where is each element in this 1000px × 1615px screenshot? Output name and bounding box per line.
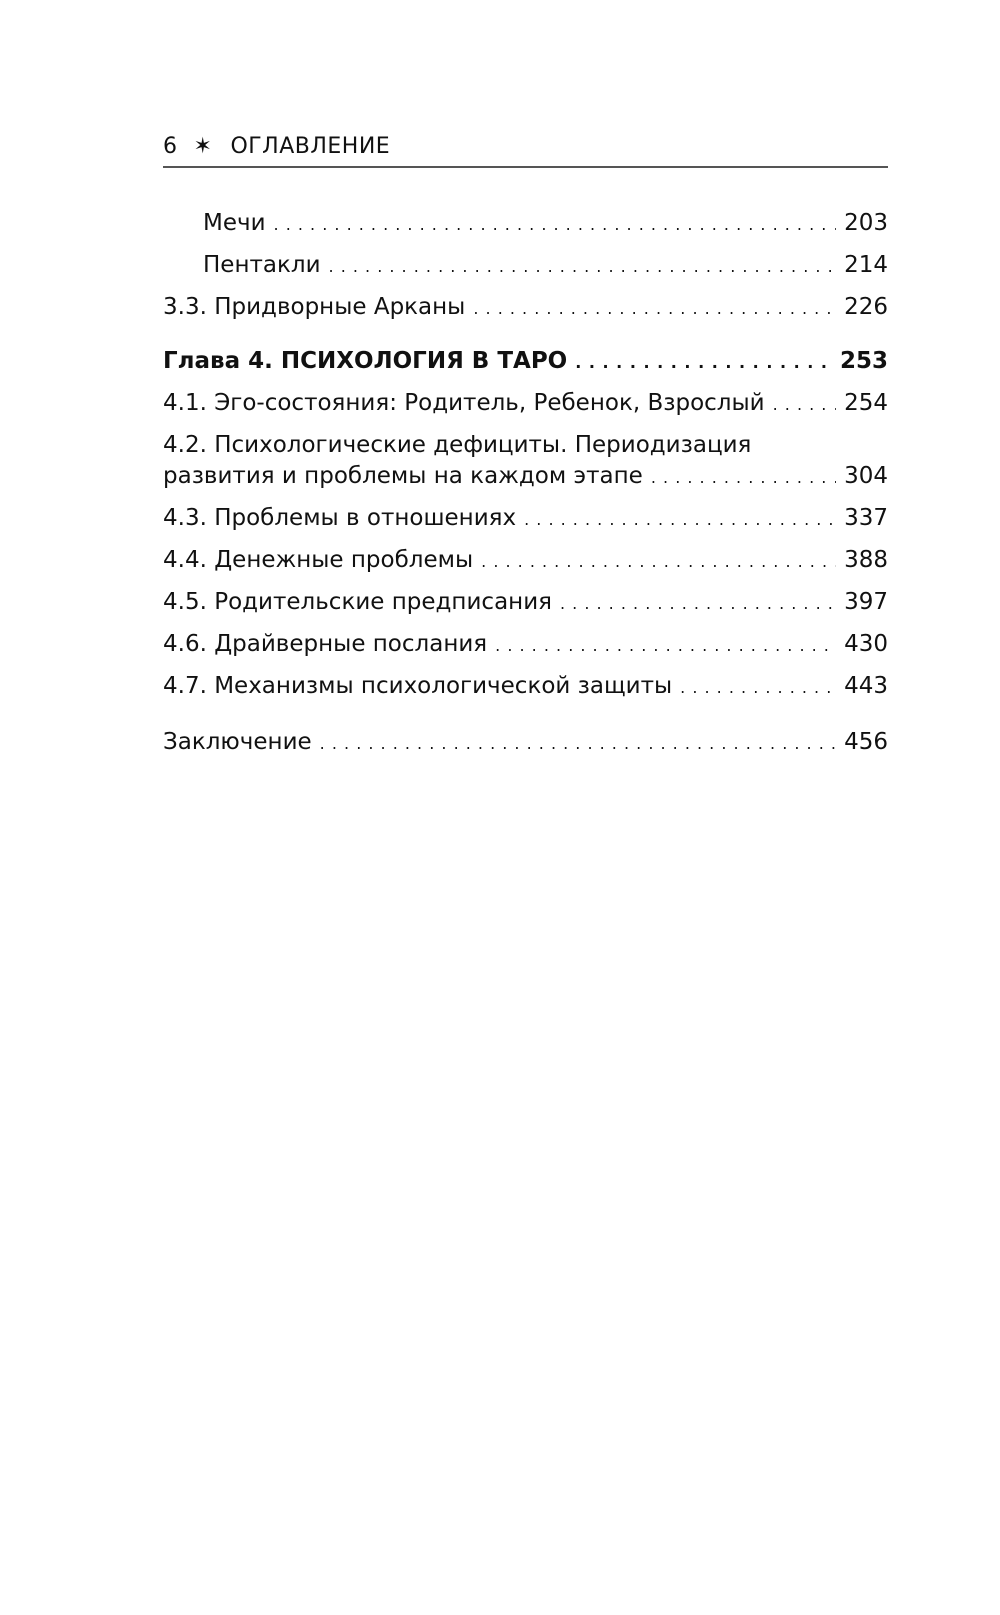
- dot-leader: [560, 588, 836, 619]
- header-title: ОГЛАВЛЕНИЕ: [230, 133, 391, 159]
- toc-entry-title-line1: 4.2. Психологические дефициты. Периодизация: [163, 432, 752, 458]
- toc-entry-page: 203: [844, 210, 888, 236]
- toc-entry-title: 4.7. Механизмы психологической защиты: [163, 673, 673, 699]
- toc-entry-page: 214: [844, 252, 888, 278]
- toc-entry-page: 337: [844, 505, 888, 531]
- toc-entry-title: развития и проблемы на каждом этапе: [163, 463, 643, 489]
- toc-entry-page: 253: [839, 348, 888, 374]
- dot-leader: [473, 293, 836, 324]
- toc-entry-4-4[interactable]: [163, 545, 888, 577]
- dot-leader: [575, 347, 832, 378]
- toc-entry-swords[interactable]: [163, 208, 888, 240]
- table-of-contents: [163, 208, 888, 769]
- toc-entry-page: 443: [844, 673, 888, 699]
- toc-entry-title: Глава 4. ПСИХОЛОГИЯ В ТАРО: [163, 348, 568, 374]
- toc-entry-4-3[interactable]: [163, 503, 888, 535]
- toc-entry-page: 397: [844, 589, 888, 615]
- dot-leader: [651, 462, 836, 493]
- toc-entry-4-6[interactable]: [163, 629, 888, 661]
- toc-entry-title: 4.6. Драйверные послания: [163, 631, 488, 657]
- dot-leader: [320, 728, 836, 759]
- toc-entry-title: Мечи: [203, 210, 266, 236]
- toc-entry-page: 226: [844, 294, 888, 320]
- page-number: 6: [163, 133, 178, 159]
- toc-entry-4-5[interactable]: [163, 587, 888, 619]
- dot-leader: [481, 546, 836, 577]
- header-rule: [163, 166, 888, 168]
- star-separator-icon: ✶: [193, 133, 213, 159]
- toc-entry-conclusion[interactable]: [163, 727, 888, 759]
- running-header: [163, 124, 888, 168]
- toc-entry-page: 456: [844, 729, 888, 755]
- dot-leader: [524, 504, 836, 535]
- toc-entry-title: 4.3. Проблемы в отношениях: [163, 505, 517, 531]
- dot-leader: [329, 251, 837, 282]
- toc-chapter-4[interactable]: [163, 346, 888, 378]
- toc-entry-title: 4.5. Родительские предписания: [163, 589, 552, 615]
- toc-entry-title: Заключение: [163, 729, 312, 755]
- toc-entry-title: 4.1. Эго-состояния: Родитель, Ребенок, Взрослый: [163, 390, 765, 416]
- toc-entry-page: 304: [844, 463, 888, 489]
- toc-entry-4-1[interactable]: [163, 388, 888, 420]
- toc-entry-4-2[interactable]: [163, 430, 888, 493]
- dot-leader: [495, 630, 836, 661]
- toc-entry-title: Пентакли: [203, 252, 321, 278]
- toc-entry-title: 3.3. Придворные Арканы: [163, 294, 466, 320]
- dot-leader: [274, 209, 837, 240]
- toc-entry-pentacles[interactable]: [163, 250, 888, 282]
- toc-entry-title: 4.4. Денежные проблемы: [163, 547, 474, 573]
- dot-leader: [680, 672, 836, 703]
- dot-leader: [773, 389, 837, 420]
- toc-entry-page: 430: [844, 631, 888, 657]
- toc-entry-page: 254: [844, 390, 888, 416]
- toc-entry-3-3[interactable]: [163, 292, 888, 324]
- toc-entry-page: 388: [844, 547, 888, 573]
- toc-entry-4-7[interactable]: [163, 671, 888, 703]
